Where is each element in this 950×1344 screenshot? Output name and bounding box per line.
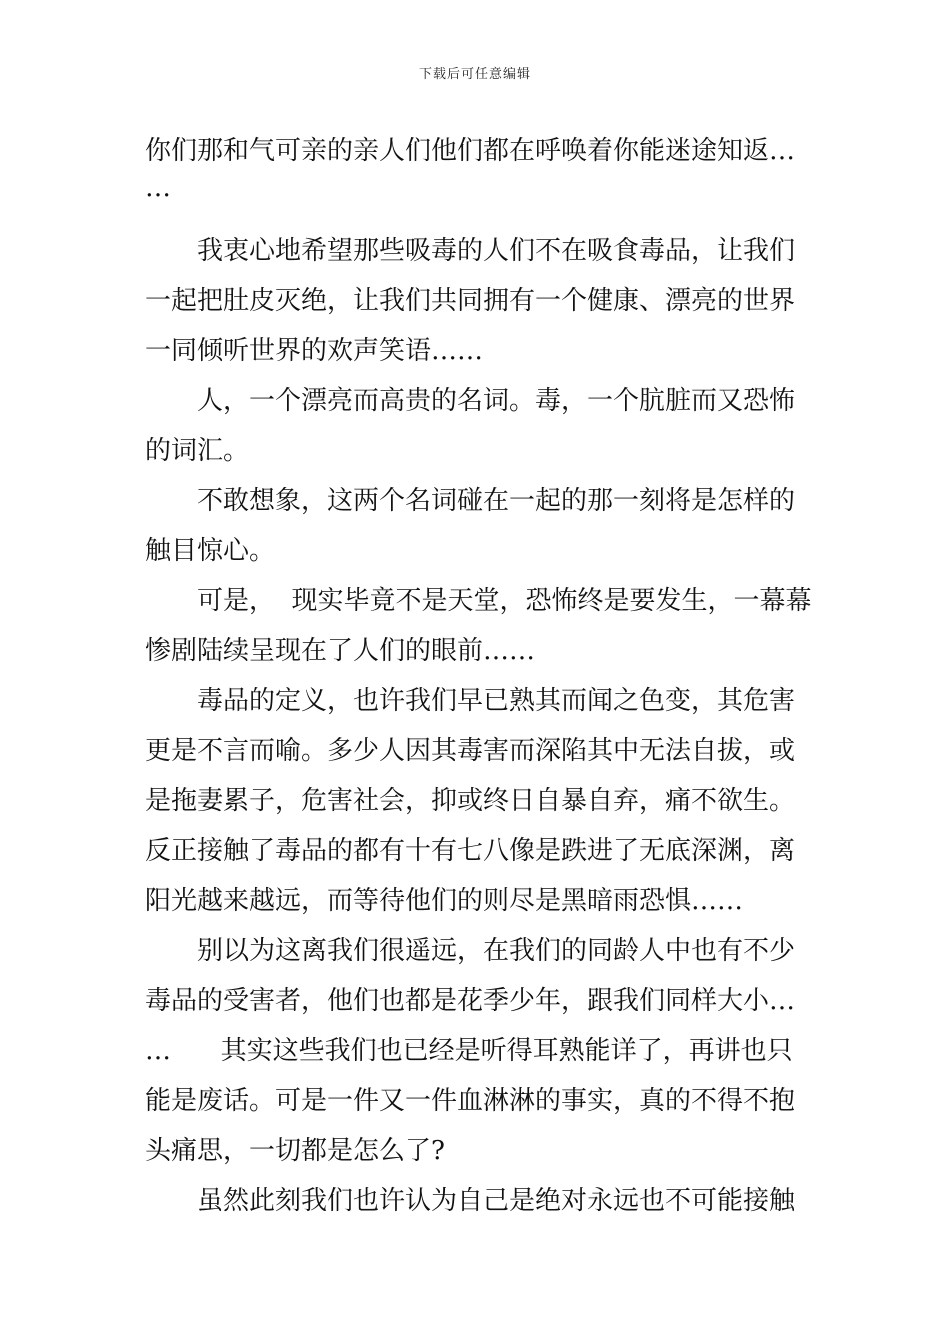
text-line: 能是废话。可是一件又一件血淋淋的事实，真的不得不抱 [145, 1086, 796, 1116]
text-line: 触目惊心。 [145, 536, 276, 566]
text-line: 一起把肚皮灭绝，让我们共同拥有一个健康、漂亮的世界 [145, 286, 796, 316]
text-line: … [145, 173, 171, 203]
text-line: 人，一个漂亮而高贵的名词。毒，一个肮脏而又恐怖 [197, 386, 796, 416]
text-line: 毒品的受害者，他们也都是花季少年，跟我们同样大小… [145, 986, 796, 1016]
text-line: 虽然此刻我们也许认为自己是绝对永远也不可能接触 [197, 1186, 796, 1216]
text-line: 别以为这离我们很遥远，在我们的同龄人中也有不少 [197, 936, 796, 966]
text-line: 的词汇。 [145, 436, 250, 466]
text-line: … 其实这些我们也已经是听得耳熟能详了，再讲也只 [145, 1036, 793, 1066]
text-line: 不敢想象，这两个名词碰在一起的那一刻将是怎样的 [197, 486, 796, 516]
text-line: 反正接触了毒品的都有十有七八像是跌进了无底深渊，离 [145, 836, 796, 866]
text-line: 我衷心地希望那些吸毒的人们不在吸食毒品，让我们 [197, 236, 796, 266]
text-line: 是拖妻累子，危害社会，抑或终日自暴自弃，痛不欲生。 [145, 786, 796, 816]
text-line: 惨剧陆续呈现在了人们的眼前…… [145, 636, 536, 666]
text-line: 头痛思，一切都是怎么了? [145, 1136, 445, 1166]
body-text [145, 126, 812, 1226]
text-line: 更是不言而喻。多少人因其毒害而深陷其中无法自拔，或 [145, 736, 796, 766]
text-line: 你们那和气可亲的亲人们他们都在呼唤着你能迷途知返… [145, 136, 796, 166]
text-line: 可是， 现实毕竟不是天堂，恐怖终是要发生，一幕幕 [197, 586, 812, 616]
text-line: 一同倾听世界的欢声笑语…… [145, 336, 484, 366]
text-line: 阳光越来越远，而等待他们的则尽是黑暗雨恐惧…… [145, 886, 744, 916]
text-line: 毒品的定义，也许我们早已熟其而闻之色变，其危害 [197, 686, 796, 716]
page-header-note: 下载后可任意编辑 [418, 67, 531, 82]
